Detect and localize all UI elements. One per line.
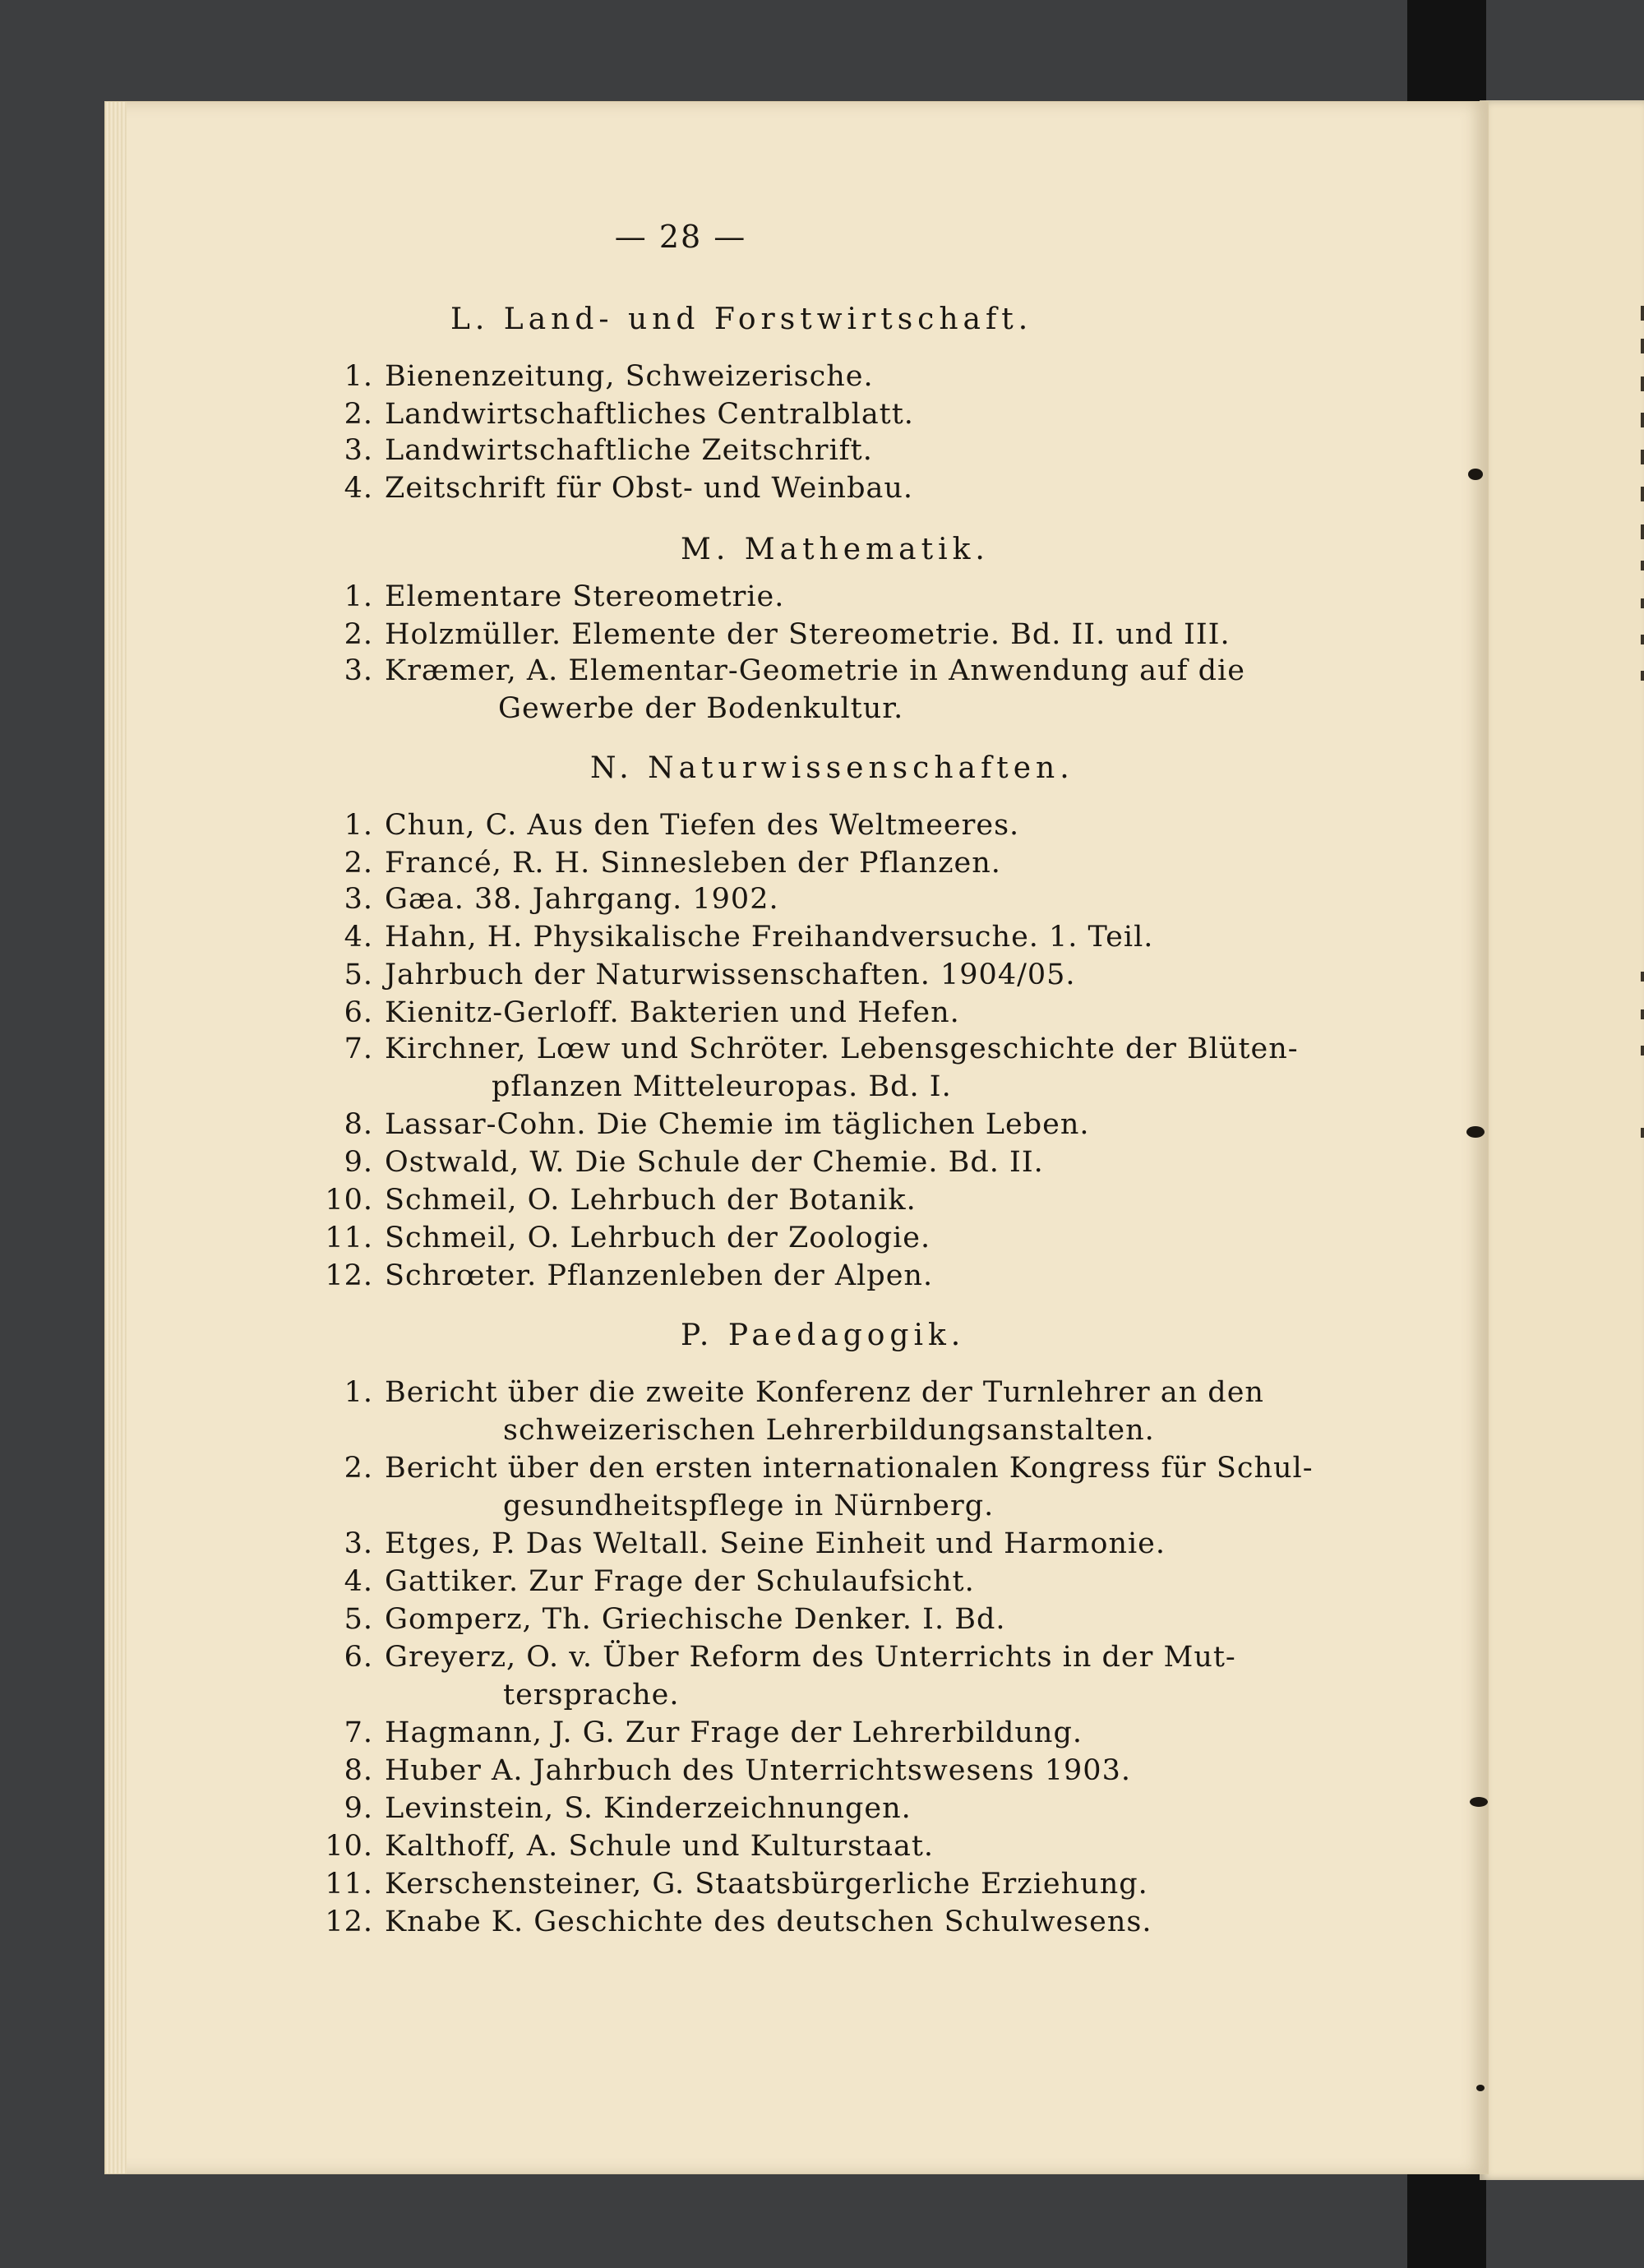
list-item: 6. Greyerz, O. v. Über Reform des Unterrichts in der Mut- [344, 1641, 1236, 1674]
list-item: 9. Ostwald, W. Die Schule der Chemie. Bd. II. [344, 1146, 1044, 1179]
list-item-continuation: tersprache. [503, 1679, 680, 1711]
list-item: 11. Kerschensteiner, G. Staatsbürgerliche Erziehung. [325, 1868, 1148, 1901]
page-number: — 28 — [614, 219, 747, 255]
list-item-continuation: Gewerbe der Bodenkultur. [498, 692, 904, 725]
list-item: 3. Landwirtschaftliche Zeitschrift. [344, 434, 873, 467]
page-text [105, 102, 1488, 2173]
list-item: 1. Chun, C. Aus den Tiefen des Weltmeeres. [344, 809, 1020, 842]
section-heading-naturwissenschaften: N. Naturwissenschaften. [590, 751, 1074, 785]
book-page [105, 102, 1488, 2173]
list-item: 6. Kienitz-Gerloff. Bakterien und Hefen. [344, 996, 960, 1029]
list-item: 4. Gattiker. Zur Frage der Schulaufsicht. [344, 1565, 975, 1598]
list-item: 8. Lassar-Cohn. Die Chemie im täglichen Leben. [344, 1108, 1090, 1141]
list-item: 3. Kræmer, A. Elementar-Geometrie in Anwendung auf die [344, 654, 1245, 687]
list-item: 10. Schmeil, O. Lehrbuch der Botanik. [325, 1184, 917, 1217]
list-item-continuation: pflanzen Mitteleuropas. Bd. I. [492, 1070, 952, 1103]
list-item: 5. Gomperz, Th. Griechische Denker. I. Bd. [344, 1603, 1006, 1636]
section-heading-land-forstwirtschaft: L. Land- und Forstwirtschaft. [450, 303, 1033, 336]
list-item: 2. Francé, R. H. Sinnesleben der Pflanzen. [344, 847, 1001, 880]
list-item: 4. Hahn, H. Physikalische Freihandversuche. 1. Teil. [344, 921, 1154, 954]
list-item: 5. Jahrbuch der Naturwissenschaften. 1904/05. [344, 958, 1076, 991]
list-item: 10. Kalthoff, A. Schule und Kulturstaat. [325, 1830, 935, 1863]
list-item: 1. Bienenzeitung, Schweizerische. [344, 360, 874, 393]
list-item: 9. Levinstein, S. Kinderzeichnungen. [344, 1792, 912, 1825]
section-heading-paedagogik: P. Paedagogik. [681, 1319, 966, 1352]
ink-speck [1470, 1797, 1488, 1807]
list-item: 8. Huber A. Jahrbuch des Unterrichtswesens 1903. [344, 1754, 1131, 1787]
list-item: 7. Hagmann, J. G. Zur Frage der Lehrerbildung. [344, 1716, 1083, 1749]
list-item-continuation: schweizerischen Lehrerbildungsanstalten. [503, 1414, 1155, 1447]
list-item: 11. Schmeil, O. Lehrbuch der Zoologie. [325, 1222, 931, 1254]
page-stack-edge [105, 102, 127, 2173]
list-item: 12. Knabe K. Geschichte des deutschen Schulwesens. [325, 1905, 1152, 1938]
list-item: 7. Kirchner, Lœw und Schröter. Lebensgeschichte der Blüten- [344, 1032, 1299, 1065]
ink-speck [1468, 469, 1483, 480]
ink-speck [1476, 2085, 1485, 2091]
list-item: 3. Gæa. 38. Jahrgang. 1902. [344, 883, 779, 916]
list-item-continuation: gesundheitspflege in Nürnberg. [503, 1490, 995, 1522]
list-item: 1. Bericht über die zweite Konferenz der Turnlehrer an den [344, 1376, 1264, 1409]
list-item: 3. Etges, P. Das Weltall. Seine Einheit und Harmonie. [344, 1527, 1166, 1560]
list-item: 1. Elementare Stereometrie. [344, 580, 785, 613]
list-item: 12. Schrœter. Pflanzenleben der Alpen. [325, 1259, 934, 1292]
list-item: 4. Zeitschrift für Obst- und Weinbau. [344, 472, 914, 505]
list-item: 2. Holzmüller. Elemente der Stereometrie. Bd. II. und III. [344, 618, 1231, 651]
next-page-edge [1480, 100, 1644, 2180]
section-heading-mathematik: M. Mathematik. [681, 533, 990, 566]
list-item: 2. Landwirtschaftliches Centralblatt. [344, 398, 914, 431]
ink-speck [1466, 1126, 1485, 1138]
list-item: 2. Bericht über den ersten internationalen Kongress für Schul- [344, 1452, 1314, 1485]
